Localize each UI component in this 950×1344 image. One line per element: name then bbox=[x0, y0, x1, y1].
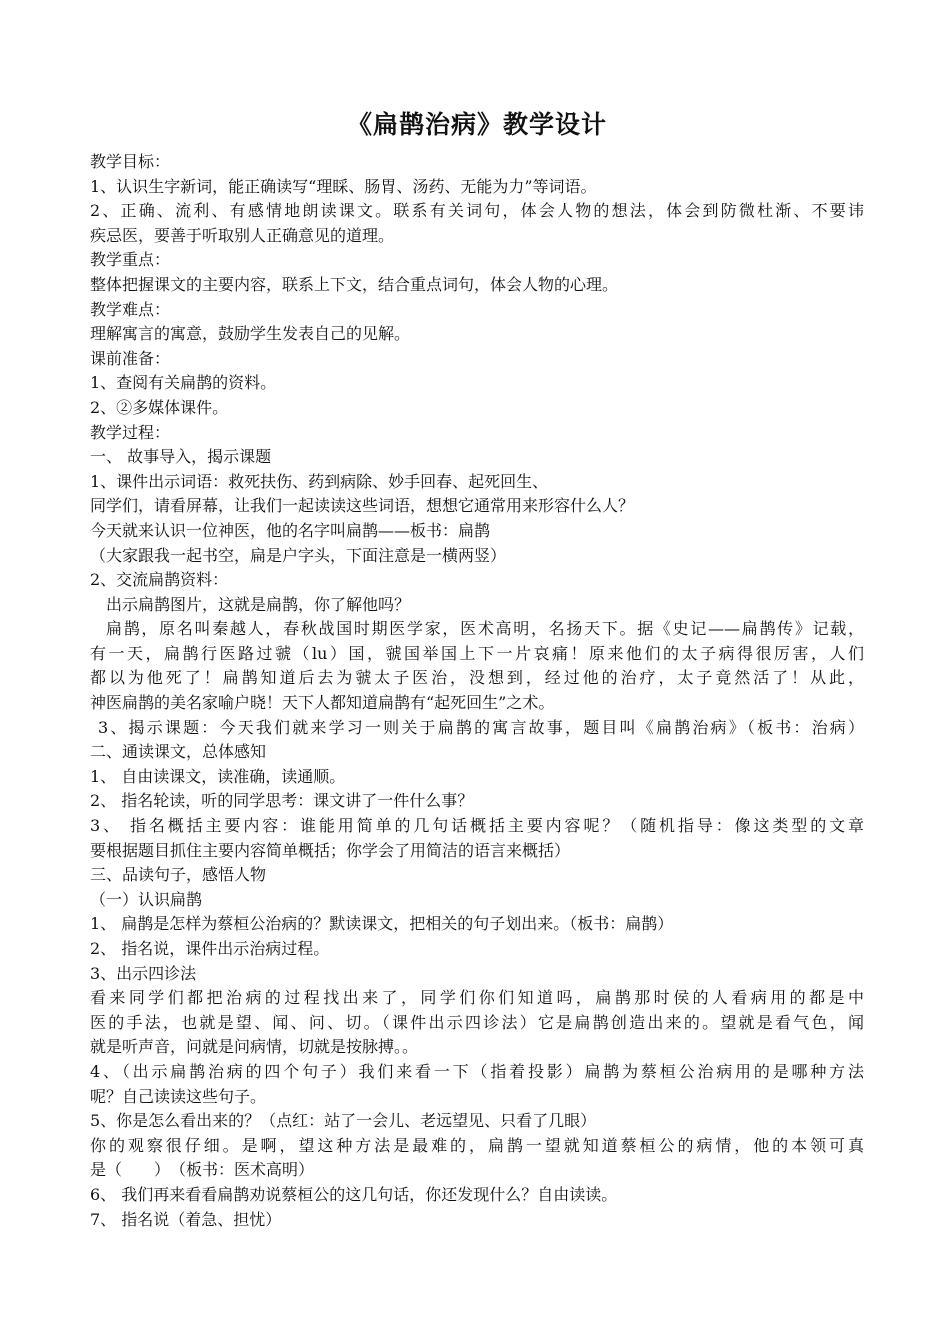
text-line: （一）认识扁鹊 bbox=[90, 889, 203, 909]
text-line: 三、品读句子，感悟人物 bbox=[90, 865, 267, 885]
text-line: 医的手法，也就是望、闻、问、切。（课件出示四诊法）它是扁鹊创造出来的。望就是看气色，闻 bbox=[90, 1012, 864, 1032]
text-line: 2、交流扁鹊资料： bbox=[90, 570, 229, 590]
document-title: 《扁鹊治病》教学设计 bbox=[346, 110, 607, 139]
text-line: 教学重点： bbox=[90, 250, 171, 270]
text-line: 是（ ） （板书：医术高明） bbox=[90, 1160, 315, 1180]
text-line: 扁鹊，原名叫秦越人，春秋战国时期医学家，医术高明，名扬天下。据《史记——扁鹊传》记载， bbox=[106, 619, 864, 639]
text-line: 6、 我们再来看看扁鹊劝说蔡桓公的这几句话，你还发现什么？自由读读。 bbox=[90, 1184, 618, 1204]
text-line: 2、 指名说，课件出示治病过程。 bbox=[90, 939, 330, 958]
text-line: 呢？自己读读这些句子。 bbox=[90, 1086, 267, 1106]
text-line: 2、正确、流利、有感情地朗读课文。联系有关词句，体会人物的想法，体会到防微杜渐、不要讳 bbox=[90, 201, 864, 221]
text-line: 今天就来认识一位神医，他的名字叫扁鹊——板书：扁鹊 bbox=[90, 520, 491, 540]
text-line: 教学目标： bbox=[90, 152, 171, 171]
text-line: 一、 故事导入，揭示课题 bbox=[90, 447, 272, 467]
text-line: 出示扁鹊图片，这就是扁鹊，你了解他吗？ bbox=[106, 594, 411, 614]
text-line: 1、查阅有关扁鹊的资料。 bbox=[90, 373, 277, 393]
text-line: 神医扁鹊的美名家喻户晓！天下人都知道扁鹊有“起死回生”之术。 bbox=[90, 693, 555, 713]
text-line: 理解寓言的寓意，鼓励学生发表自己的见解。 bbox=[90, 324, 411, 344]
text-line: 就是听声音，问就是问病情，切就是按脉搏。。 bbox=[90, 1037, 419, 1057]
text-line: 教学难点： bbox=[90, 299, 171, 319]
text-line: 都以为他死了！扁鹊知道后去为虢太子医治，没想到，经过他的治疗，太子竟然活了！从此， bbox=[90, 668, 864, 688]
text-line: 1、 扁鹊是怎样为蔡桓公治病的？默读课文，把相关的句子划出来。（板书：扁鹊） bbox=[90, 914, 674, 934]
text-line: 要根据题目抓住主要内容简单概括；你学会了用简洁的语言来概括） bbox=[90, 840, 571, 860]
text-line: 1、认识生字新词，能正确读写“理睬、肠胃、汤药、无能为力”等词语。 bbox=[90, 176, 597, 196]
text-line: 2、 指名轮读，听的同学思考：课文讲了一件什么事？ bbox=[90, 791, 474, 811]
text-line: 同学们，请看屏幕，让我们一起读读这些词语，想想它通常用来形容什么人？ bbox=[90, 496, 635, 516]
text-line: 1、 自由读课文，读准确，读通顺。 bbox=[90, 766, 346, 786]
text-line: 1、课件出示词语：救死扶伤、药到病除、妙手回春、起死回生、 bbox=[90, 471, 549, 491]
text-line: 3、揭示课题：今天我们就来学习一则关于扁鹊的寓言故事，题目叫《扁鹊治病》（板书：治病） bbox=[98, 717, 864, 737]
text-line: 3、出示四诊法 bbox=[90, 963, 197, 983]
text-line: 整体把握课文的主要内容，联系上下文，结合重点词句，体会人物的心理。 bbox=[90, 274, 619, 294]
text-line: 你的观察很仔细。是啊，望这种方法是最难的，扁鹊一望就知道蔡桓公的病情，他的本领可真 bbox=[90, 1135, 864, 1155]
text-line: 看来同学们都把治病的过程找出来了，同学们你们知道吗，扁鹊那时侯的人看病用的都是中 bbox=[90, 988, 864, 1008]
text-line: 疾忌医，要善于听取别人正确意见的道理。 bbox=[90, 225, 395, 245]
text-line: 教学过程： bbox=[90, 422, 171, 442]
text-line: 4、（出示扁鹊治病的四个句子）我们来看一下（指着投影）扁鹊为蔡桓公治病用的是哪种方法 bbox=[90, 1061, 864, 1081]
text-line: 有一天，扁鹊行医路过虢（lu）国，虢国举国上下一片哀痛！原来他们的太子病得很厉害，人们 bbox=[90, 643, 864, 663]
text-line: 课前准备： bbox=[90, 348, 171, 368]
text-line: （大家跟我一起书空，扁是户字头，下面注意是一横两竖） bbox=[90, 545, 507, 565]
text-line: 2、②多媒体课件。 bbox=[90, 397, 229, 417]
text-line: 3、 指名概括主要内容：谁能用简单的几句话概括主要内容呢？（随机指导：像这类型的文章 bbox=[90, 816, 864, 836]
text-line: 5、你是怎么看出来的？（点红：站了一会儿、老远望见、只看了几眼） bbox=[90, 1111, 597, 1131]
text-line: 7、 指名说（着急、担忧） bbox=[90, 1209, 282, 1229]
text-line: 二、通读课文，总体感知 bbox=[90, 742, 267, 762]
